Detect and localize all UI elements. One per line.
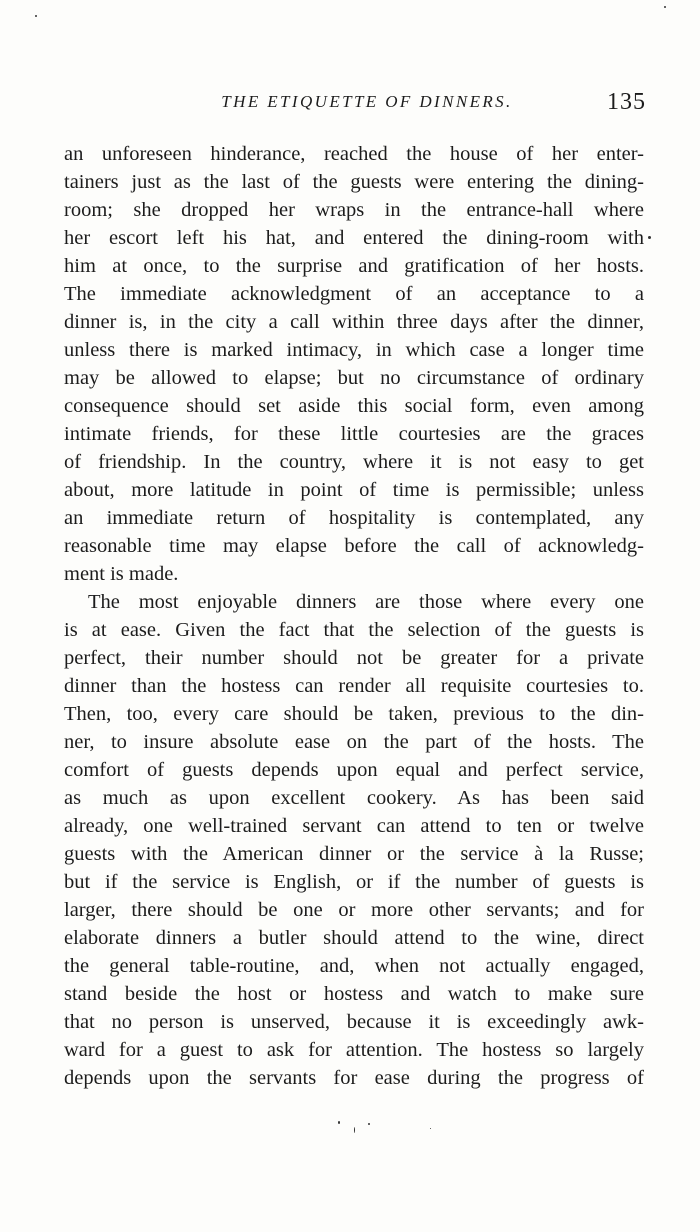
- text-line: ward for a guest to ask for attention. The hostess so largely: [64, 1039, 644, 1061]
- text-line: reasonable time may elapse before the call of acknowledg-: [64, 535, 644, 557]
- text-line: of friendship. In the country, where it is not easy to get: [64, 451, 644, 473]
- text-line: an immediate return of hospitality is contemplated, any: [64, 507, 644, 529]
- text-line: The immediate acknowledgment of an acceptance to a: [64, 283, 644, 305]
- text-line: elaborate dinners a butler should attend to the wine, direct: [64, 927, 644, 949]
- text-line: comfort of guests depends upon equal and perfect service,: [64, 759, 644, 781]
- text-line: ner, to insure absolute ease on the part of the hosts. The: [64, 731, 644, 753]
- text-line: about, more latitude in point of time is permissible; unless: [64, 479, 644, 501]
- text-line: dinner is, in the city a call within three days after the dinner,: [64, 311, 644, 333]
- text-line: ment is made.: [64, 563, 179, 585]
- body-text: [64, 140, 644, 1092]
- text-line: is at ease. Given the fact that the selection of the guests is: [64, 619, 644, 641]
- running-title: THE ETIQUETTE OF DINNERS.: [221, 92, 513, 111]
- text-line: already, one well-trained servant can attend to ten or twelve: [64, 815, 644, 837]
- text-line: intimate friends, for these little courtesies are the graces: [64, 423, 644, 445]
- text-line: as much as upon excellent cookery. As has been said: [64, 787, 644, 809]
- text-line: guests with the American dinner or the service à la Russe;: [64, 843, 644, 865]
- print-speck: [35, 15, 37, 17]
- text-line: may be allowed to elapse; but no circumstance of ordinary: [64, 367, 644, 389]
- text-line: stand beside the host or hostess and watch to make sure: [64, 983, 644, 1005]
- text-line: depends upon the servants for ease during the progress of: [64, 1067, 644, 1089]
- print-speck: [664, 6, 666, 8]
- print-speck: [354, 1127, 355, 1133]
- print-speck: [338, 1121, 340, 1124]
- text-line: larger, there should be one or more other servants; and for: [64, 899, 644, 921]
- text-line: Then, too, every care should be taken, previous to the din-: [64, 703, 644, 725]
- text-line: but if the service is English, or if the number of guests is: [64, 871, 644, 893]
- text-line: perfect, their number should not be greater for a private: [64, 647, 644, 669]
- running-head: [62, 88, 646, 116]
- text-line: an unforeseen hinderance, reached the house of her enter-: [64, 143, 644, 165]
- text-line: unless there is marked intimacy, in which case a longer time: [64, 339, 644, 361]
- page-number: 135: [607, 89, 646, 115]
- print-speck: [368, 1123, 370, 1125]
- text-line: consequence should set aside this social form, even among: [64, 395, 644, 417]
- text-line: dinner than the hostess can render all requisite courtesies to.: [64, 675, 644, 697]
- text-line: her escort left his hat, and entered the dining-room with: [64, 227, 644, 249]
- text-line: that no person is unserved, because it is exceedingly awk-: [64, 1011, 644, 1033]
- text-line: tainers just as the last of the guests were entering the dining-: [64, 171, 644, 193]
- text-line: room; she dropped her wraps in the entrance-hall where: [64, 199, 644, 221]
- text-line: the general table-routine, and, when not actually engaged,: [64, 955, 644, 977]
- text-line: him at once, to the surprise and gratification of her hosts.: [64, 255, 644, 277]
- print-speck: [648, 236, 651, 239]
- print-speck: [430, 1128, 431, 1129]
- text-line: The most enjoyable dinners are those where every one: [88, 591, 644, 613]
